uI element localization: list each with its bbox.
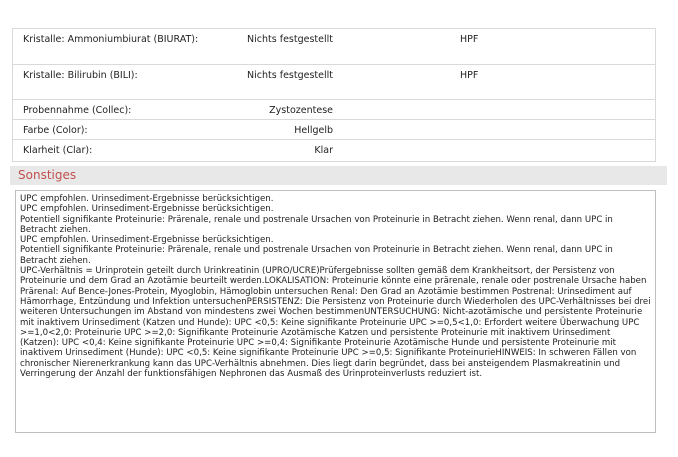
comment-line: Potentiell signifikante Proteinurie: Prärenale, renale und postrenale Ursachen von Proteinurie in Betracht ziehen. Wenn renal, dann UPC in Betracht ziehen. [20, 245, 613, 266]
results-table [12, 28, 656, 162]
comment-line: UPC-Verhältnis = Urinprotein geteilt durch Urinkreatinin (UPRO/UCRE)Prüfergebnisse sollten gemäß dem Krankheitsort, der Persistenz von Proteinurie und dem Grad an Azotämie beurteilt werden.LOKALISATION: Proteinurie könnte eine prärenale, renale oder postrenale Ursache haben Prärenal: Auf Bence-Jones-Protein, Myoglobin, Hämoglobin untersuchen Renal: Den Grad an Azotämie bestimmen Postrenal: Urinsediment auf Hämorrhage, Entzündung und Infektion untersuchenPERSISTENZ: Die Persistenz von Proteinurie durch Wiederholen des UPC-Verhältnisses bei drei weiteren Untersuchungen im Abstand von mindestens zwei Wochen bestimmenUNTERSUCHUNG: Nicht-azotämische und persistente Proteinurie mit inaktivem Urinsediment (Katzen und Hunde): UPC <0,5: Keine signifikante Proteinurie UPC >=0,5<1,0: Erfordert weitere Überwachung UPC >=1,0<2,0: Proteinurie UPC >=2,0: Signifikante Proteinurie Azotämische Katzen und persistente Proteinurie mit inaktivem Urinsediment (Katzen): UPC <0,4: Keine signifikante Proteinurie UPC >=0,4: Signifikante Proteinurie Azotämische Hunde und persistente Proteinurie mit inaktivem Urinsediment (Hunde): UPC <0,5: Keine signifikante Proteinurie UPC >=0,5: Signifikante ProteinurieHINWEIS: In schweren Fällen von chronischer Nierenerkrankung kann das UPC-Verhältnis abnehmen. Dies liegt darin begründet, dass bei ansteigendem Plasmakreatinin und Verringerung der Anzahl der funktionsfähigen Nephronen das Ausmaß des Urinproteinverlusts reduziert ist. [20, 266, 651, 380]
result-label: Kristalle: Ammoniumbiurat (BIURAT): [23, 34, 199, 45]
result-row-collec [13, 99, 655, 119]
result-row-bili [13, 64, 655, 99]
result-label: Kristalle: Bilirubin (BILI): [23, 70, 138, 81]
result-row-color [13, 119, 655, 139]
section-header-bar [10, 166, 667, 185]
result-label: Probennahme (Collec): [23, 105, 132, 116]
result-value: Hellgelb [294, 125, 333, 136]
result-row-biurat [13, 28, 655, 64]
comment-line: UPC empfohlen. Urinsediment-Ergebnisse berücksichtigen. [20, 235, 274, 246]
result-value: Nichts festgestellt [247, 34, 333, 45]
comment-line: UPC empfohlen. Urinsediment-Ergebnisse berücksichtigen. [20, 204, 274, 215]
result-value: Zystozentese [269, 105, 333, 116]
comment-line: UPC empfohlen. Urinsediment-Ergebnisse berücksichtigen. [20, 194, 274, 204]
result-label: Farbe (Color): [23, 125, 88, 136]
result-value: Nichts festgestellt [247, 70, 333, 81]
result-value: Klar [314, 145, 333, 156]
comments-box [15, 190, 656, 433]
result-label: Klarheit (Clar): [23, 145, 93, 156]
comment-line: Potentiell signifikante Proteinurie: Prärenale, renale und postrenale Ursachen von Proteinurie in Betracht ziehen. Wenn renal, dann UPC in Betracht ziehen. [20, 214, 613, 235]
result-unit: HPF [460, 34, 479, 45]
result-row-clar [13, 139, 655, 161]
result-unit: HPF [460, 70, 479, 81]
section-title: Sonstiges [18, 168, 77, 182]
